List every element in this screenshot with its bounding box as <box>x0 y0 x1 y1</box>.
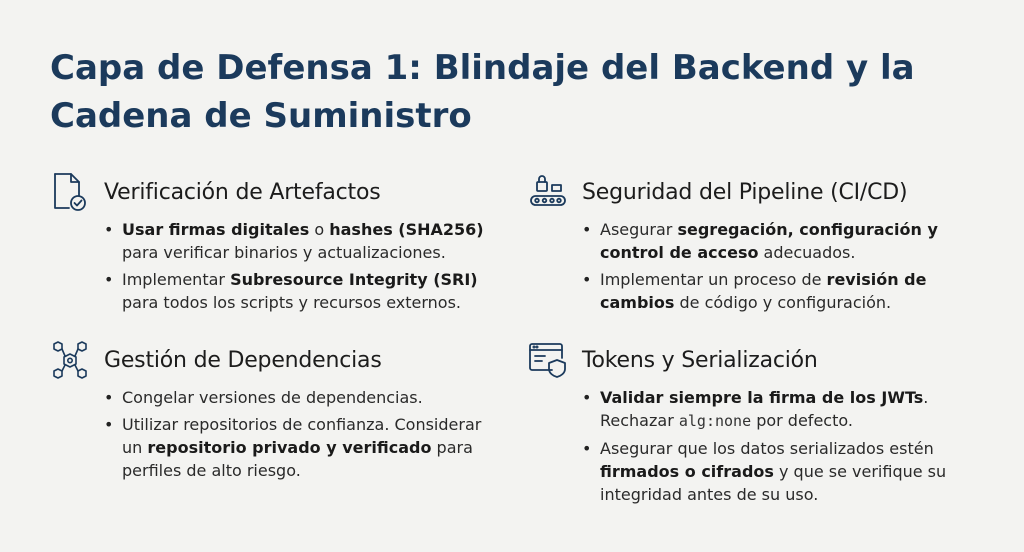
text: Congelar versiones de dependencias. <box>122 388 423 407</box>
bullet-item <box>100 218 500 264</box>
page-title: Capa de Defensa 1: Blindaje del Backend y la Cadena de Suministro <box>50 48 915 136</box>
section-heading: Gestión de Dependencias <box>104 347 382 373</box>
token-shield-icon <box>528 340 568 380</box>
bold-text: repositorio privado y verificado <box>147 438 432 457</box>
text: para todos los scripts y recursos externos. <box>122 293 462 312</box>
bold-text: hashes (SHA256) <box>329 220 484 239</box>
text: adecuados. <box>758 243 856 262</box>
bullet-item <box>578 268 968 314</box>
bullet-item <box>578 386 968 433</box>
dependency-network-icon <box>50 340 90 380</box>
bold-text: firmados o cifrados <box>600 462 774 481</box>
text: Implementar <box>122 270 231 289</box>
text: para perfiles de alto riesgo. <box>122 438 473 480</box>
bullet-item <box>100 268 500 314</box>
text: de código y configuración. <box>674 293 892 312</box>
section-verificacion-artefactos <box>50 172 500 318</box>
text: Asegurar <box>600 220 678 239</box>
bold-text: segregación, configuración y control de acceso <box>600 220 938 262</box>
bold-text: revisión de cambios <box>600 270 927 312</box>
bold-text: Validar siempre la firma de los JWTs <box>600 388 924 407</box>
section-heading: Seguridad del Pipeline (CI/CD) <box>582 179 908 205</box>
bullet-list <box>50 218 500 314</box>
locked-pipeline-icon <box>528 172 568 212</box>
section-heading: Tokens y Serialización <box>582 347 818 373</box>
text: Asegurar que los datos serializados estén <box>600 439 934 458</box>
bullet-item <box>100 386 500 409</box>
document-check-icon <box>50 172 90 212</box>
text: por defecto. <box>751 411 853 430</box>
section-gestion-dependencias <box>50 340 500 486</box>
bullet-item <box>100 413 500 482</box>
text: Utilizar repositorios de confianza. Considerar un <box>122 415 482 457</box>
inline-code: alg:none <box>678 412 752 430</box>
text: para verificar binarios y actualizaciones. <box>122 243 446 262</box>
text: y que se verifique su integridad antes de su uso. <box>600 462 947 504</box>
section-tokens-serializacion <box>528 340 968 510</box>
bullet-list <box>528 218 968 314</box>
bullet-item <box>578 437 968 506</box>
bold-text: Usar firmas digitales <box>122 220 310 239</box>
bold-text: Subresource Integrity (SRI) <box>230 270 478 289</box>
bullet-list <box>528 386 968 506</box>
text: Implementar un proceso de <box>600 270 827 289</box>
text: . Rechazar <box>600 388 929 430</box>
bullet-list <box>50 386 500 482</box>
section-seguridad-pipeline <box>528 172 968 318</box>
bullet-item <box>578 218 968 264</box>
text: o <box>309 220 330 239</box>
section-heading: Verificación de Artefactos <box>104 179 381 205</box>
